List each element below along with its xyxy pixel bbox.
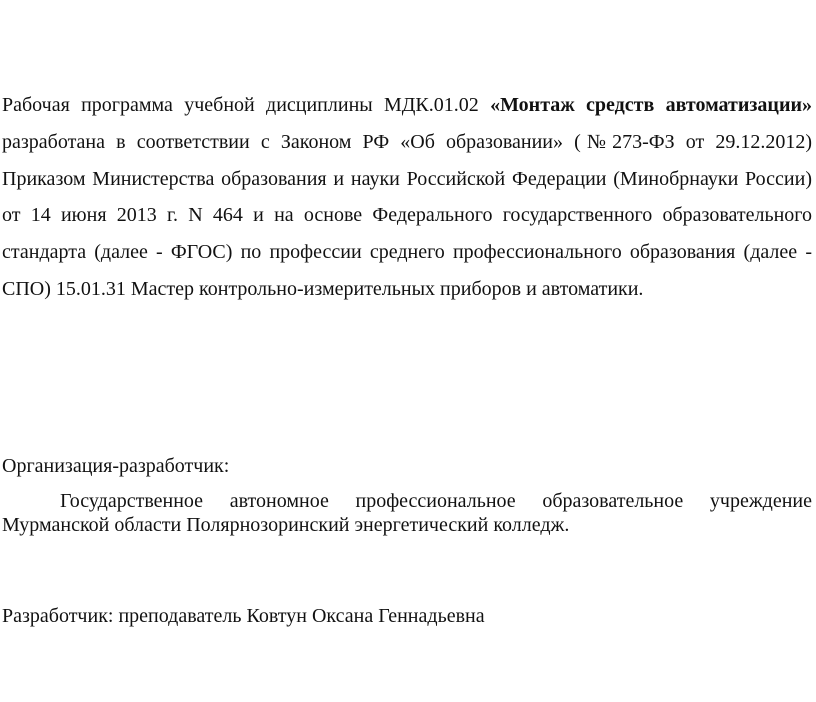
program-description-lead: Рабочая программа учебной дисциплины МДК.01.02 [2,94,491,116]
program-description [2,87,812,308]
course-title: «Монтаж средств автоматизации» [490,94,812,116]
program-description-body: разработана в соответствии с Законом РФ «Об образовании» (№273-ФЗ от 29.12.2012) Приказом Министерства образования и науки Российской Федерации (Минобрнауки России) от 14 июня 2013 г. N 464 и на основе Федерального государственного образовательного стандарта (далее - ФГОС) по профессии среднего профессионального образования (далее - СПО) 15.01.31 Мастер контрольно-измерительных приборов и автоматики. [2,130,812,300]
organization-label: Организация-разработчик: [2,455,230,477]
organization-name: Государственное автономное профессиональное образовательное учреждение Мурманской области Полярнозоринский энергетический колледж. [2,490,812,536]
developer-line: Разработчик: преподаватель Ковтун Оксана Геннадьевна [2,605,485,627]
